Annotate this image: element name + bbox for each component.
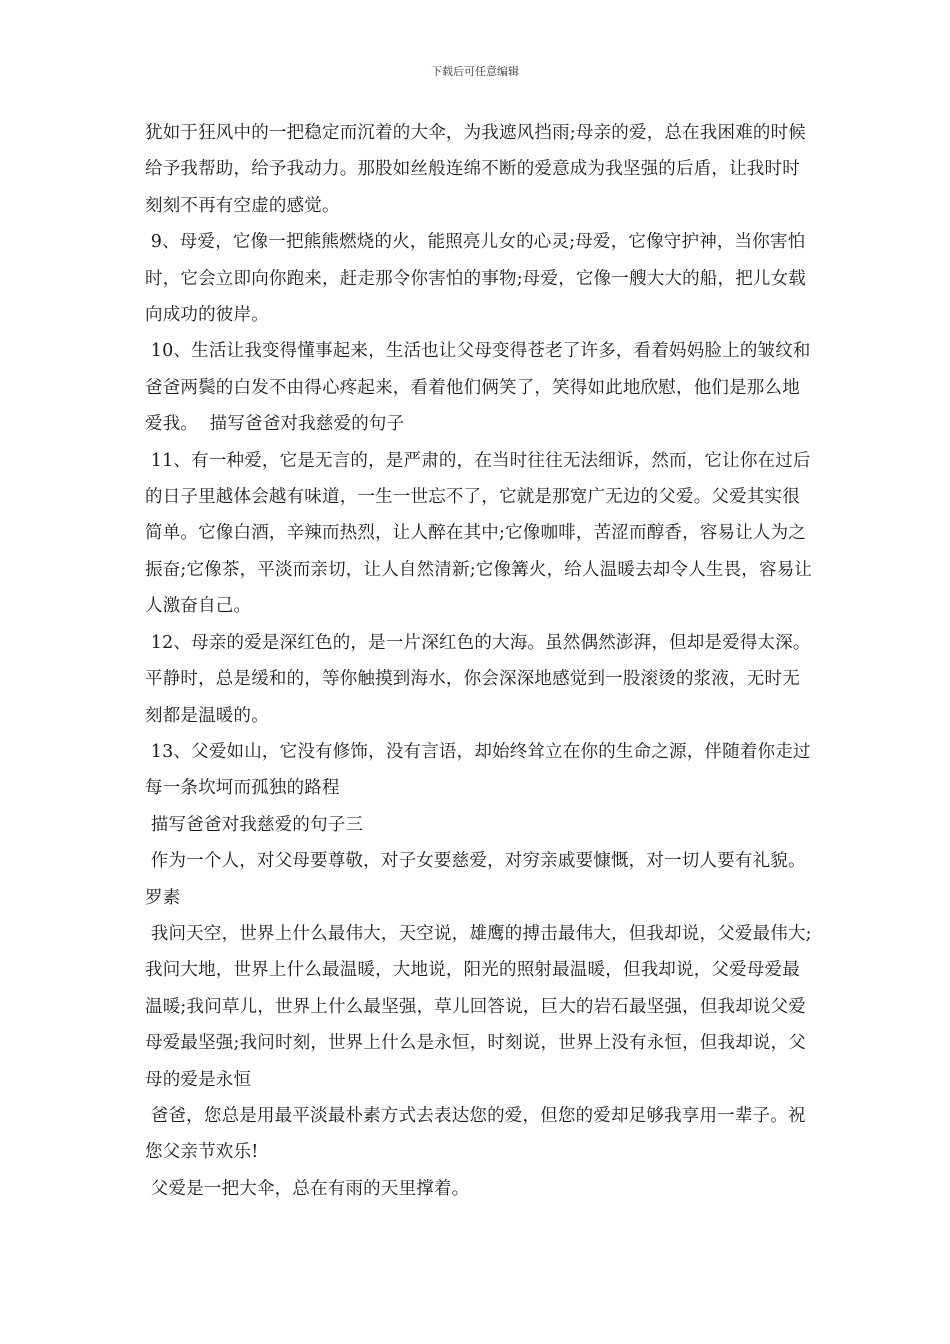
quote-russell: 作为一个人，对父母要尊敬，对子女要慈爱，对穷亲戚要慷慨，对一切人要有礼貌。 罗素 bbox=[145, 851, 818, 908]
page-header: 下载后可任意编辑 bbox=[431, 65, 519, 78]
paragraph-item-12: 12、母亲的爱是深红色的，是一片深红色的大海。虽然偶然澎湃，但却是爱得太深。平静时，总是缓和的，等你触摸到海水，你会深深地感觉到一股滚烫的浆液，无时无刻都是温暖的。 bbox=[145, 632, 811, 726]
paragraph-sky-earth: 我问天空，世界上什么最伟大，天空说，雄鹰的搏击最伟大，但我却说，父爱最伟大;我问大地，世界上什么最温暖，大地说，阳光的照射最温暖，但我却说，父爱母爱最温暖;我问草儿，世界上什么最坚强，草儿回答说，巨大的岩石最坚强，但我却说父爱母爱最坚强;我问时刻，世界上什么是永恒，时刻说，世界上没有永恒，但我却说，父母的爱是永恒 bbox=[145, 923, 812, 1090]
document-body bbox=[145, 115, 818, 1207]
paragraph-item-10: 10、生活让我变得懂事起来，生活也让父母变得苍老了许多，看着妈妈脸上的皱纹和爸爸两鬓的白发不由得心疼起来，看着他们俩笑了，笑得如此地欣慰，他们是那么地爱我。 描写爸爸对我慈爱的句子 bbox=[145, 341, 811, 435]
paragraph-umbrella: 父爱是一把大伞，总在有雨的天里撑着。 bbox=[145, 1178, 470, 1199]
paragraph-item-11: 11、有一种爱，它是无言的，是严肃的，在当时往往无法细诉，然而，它让你在过后的日子里越体会越有味道，一生一世忘不了，它就是那宽广无边的父爱。父爱其实很简单。它像白酒，辛辣而热烈，让人醉在其中;它像咖啡，苦涩而醇香，容易让人为之振奋;它像茶，平淡而亲切，让人自然清新;它像篝火，给人温暖去却令人生畏，容易让人激奋自己。 bbox=[145, 450, 813, 617]
paragraph-item-9: 9、母爱，它像一把熊熊燃烧的火，能照亮儿女的心灵;母爱，它像守护神，当你害怕时，它会立即向你跑来，赶走那令你害怕的事物;母爱，它像一艘大大的船，把儿女载向成功的彼岸。 bbox=[145, 232, 806, 326]
section-heading: 描写爸爸对我慈爱的句子三 bbox=[145, 814, 364, 835]
paragraph-continuation: 犹如于狂风中的一把稳定而沉着的大伞，为我遮风挡雨;母亲的爱，总在我困难的时候给予我帮助，给予我动力。那股如丝般连绵不断的爱意成为我坚强的后盾，让我时时刻刻不再有空虚的感觉。 bbox=[145, 123, 806, 216]
paragraph-fathers-day: 爸爸，您总是用最平淡最朴素方式去表达您的爱，但您的爱却足够我享用一辈子。祝您父亲节欢乐! bbox=[145, 1105, 806, 1163]
paragraph-item-13: 13、父爱如山，它没有修饰，没有言语，却始终耸立在你的生命之源，伴随着你走过每一条坎坷而孤独的路程 bbox=[145, 741, 811, 799]
